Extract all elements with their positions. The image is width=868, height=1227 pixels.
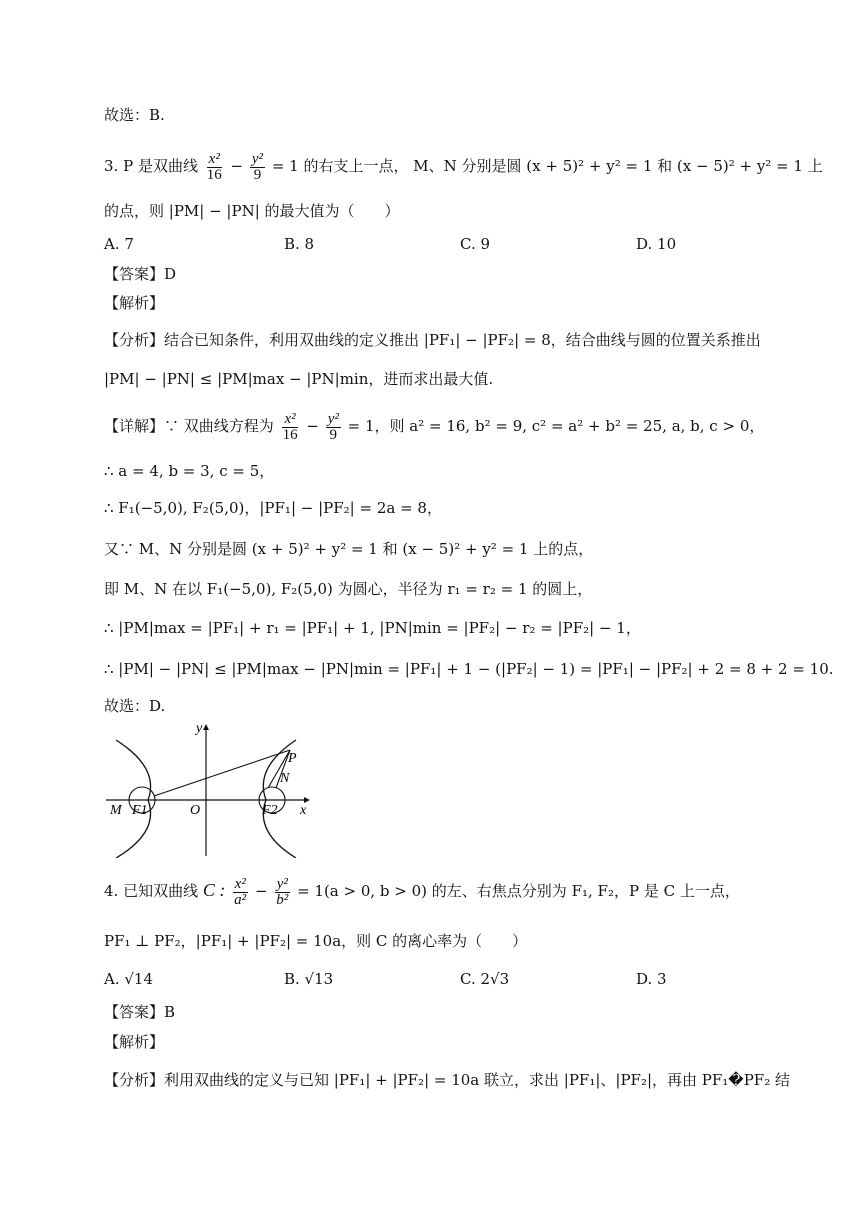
q4-stem-2: PF₁ ⊥ PF₂，|PF₁| + |PF₂| = 10a，则 C 的离心率为（ ）	[104, 932, 528, 950]
hyperbola-figure	[104, 718, 316, 858]
q3-detail-4: 又∵ M、N 分别是圆 (x + 5)² + y² = 1 和 (x − 5)² + y² = 1 上的点，	[104, 540, 594, 558]
q3-detail-6: ∴ |PM|max = |PF₁| + r₁ = |PF₁| + 1, |PN|min = |PF₂| − r₂ = |PF₂| − 1，	[104, 619, 641, 637]
label-f2: F2	[262, 803, 278, 818]
q4-frac-y	[274, 877, 290, 908]
q3-detail-1: 【详解】∵ 双曲线方程为 $\frac{\text{x²}}{16}$ − $\frac{\text{y²}}{9}$ = 1，则 a² = 16, b² = 9, c² = a² + b² = 25, a, b, c > 0，	[104, 410, 765, 443]
q3-option-b: B. 8	[284, 235, 315, 253]
q4-stem-1c: = 1(a > 0, b > 0) 的左、右焦点分别为 F₁, F₂，P 是 C 上一点，	[297, 882, 740, 900]
q4-analysis-head: 【解析】	[104, 1033, 165, 1051]
q3-option-d: D. 10	[636, 235, 677, 253]
q4-frac-y-num: y²	[276, 875, 288, 892]
prev-answer-line: 故选：B.	[104, 106, 165, 124]
y-axis-arrow	[203, 724, 209, 730]
q4-frac-x	[232, 877, 248, 908]
q3-option-a: A. 7	[104, 235, 134, 253]
q3-detail-frac-y-num: y²	[327, 410, 339, 427]
q4-frac-x-num: x²	[234, 875, 246, 892]
q3-eq-tail: = 1	[271, 157, 299, 175]
q3-detail-frac-y-den: 9	[329, 426, 338, 443]
q4-option-c: C. 2√3	[460, 970, 510, 988]
q3-stem: 3. P 是双曲线 $\frac{\text{x²}}{16}$ − $\frac{\text{y²}}{9}$ = 1 的右支上一点， M、N 分别是圆 (x + 5)² + y² = 1 和 (x − 5)² + y² = 1 上	[104, 150, 823, 183]
q3-frac-x-den: 16	[206, 166, 222, 183]
q3-detail-frac-x-den: 16	[282, 426, 298, 443]
q3-circles: M、N 分别是圆 (x + 5)² + y² = 1 和 (x − 5)² + y² = 1 上	[413, 157, 823, 175]
q4-option-b: B. √13	[284, 970, 334, 988]
q4-option-a: A. √14	[104, 970, 154, 988]
q3-option-c: C. 9	[460, 235, 491, 253]
q4-stem-1b: C :	[202, 880, 226, 900]
q3-detail-5: 即 M、N 在以 F₁(−5,0), F₂(5,0) 为圆心，半径为 r₁ = r₂ = 1 的圆上，	[104, 580, 593, 598]
q3-stem-line2: 的点，则 |PM| − |PN| 的最大值为（ ）	[104, 202, 400, 220]
left-branch	[116, 740, 151, 858]
q3-detail-frac-x-num: x²	[284, 410, 296, 427]
label-x: x	[300, 803, 307, 818]
q4-analysis-1: 【分析】利用双曲线的定义与已知 |PF₁| + |PF₂| = 10a 联立，求出 |PF₁|、|PF₂|，再由 PF₁�PF₂ 结	[104, 1071, 790, 1089]
q3-frac-x	[205, 152, 224, 183]
q3-answer: 【答案】D	[104, 265, 177, 283]
q3-analysis-head: 【解析】	[104, 294, 165, 312]
q3-detail-1-tail: = 1，则 a² = 16, b² = 9, c² = a² + b² = 25, a, b, c > 0，	[347, 417, 765, 435]
q3-frac-y-den: 9	[253, 166, 262, 183]
q3-detail-3: ∴ F₁(−5,0), F₂(5,0)，|PF₁| − |PF₂| = 2a = 8，	[104, 499, 442, 517]
label-y: y	[196, 721, 203, 736]
q3-stem-mid: 的右支上一点，	[303, 157, 409, 175]
q3-detail-7: ∴ |PM| − |PN| ≤ |PM|max − |PN|min = |PF₁| + 1 − (|PF₂| − 1) = |PF₁| − |PF₂| + 2 = 8 + 2 = 10.	[104, 660, 834, 678]
segment-pm	[154, 750, 290, 796]
q3-stem-pre: 3. P 是双曲线	[104, 157, 198, 175]
q3-frac-y-num: y²	[251, 150, 264, 167]
q3-detail-frac-x	[281, 412, 300, 443]
q4-stem-1: 4. 已知双曲线 C : $\frac{\text{x²}}{\text{a²}}$ − $\frac{\text{y²}}{\text{b²}}$ = 1(a > 0, b > 0) 的左、右焦点分别为 F₁, F₂，P 是 C 上一点，	[104, 875, 740, 908]
q3-detail-frac-y	[326, 412, 341, 443]
q3-frac-y	[250, 152, 265, 183]
label-n: N	[280, 771, 290, 786]
q4-stem-1a: 4. 已知双曲线	[104, 882, 199, 900]
q3-analysis-1: 【分析】结合已知条件，利用双曲线的定义推出 |PF₁| − |PF₂| = 8，结合曲线与圆的位置关系推出	[104, 331, 761, 349]
q4-answer: 【答案】B	[104, 1003, 176, 1021]
label-p: P	[288, 751, 297, 766]
label-o: O	[190, 803, 201, 818]
q3-final: 故选：D.	[104, 697, 166, 715]
hyperbola-diagram	[104, 718, 316, 858]
q3-frac-x-num: x²	[208, 150, 220, 167]
q3-analysis-2: |PM| − |PN| ≤ |PM|max − |PN|min，进而求出最大值.	[104, 370, 494, 388]
q4-frac-x-den: a²	[234, 891, 247, 908]
label-f1: F1	[132, 803, 148, 818]
q3-detail-2: ∴ a = 4, b = 3, c = 5，	[104, 462, 275, 480]
q4-option-d: D. 3	[636, 970, 667, 988]
label-m: M	[110, 803, 122, 818]
q4-frac-y-den: b²	[276, 891, 289, 908]
q3-detail-1-lead: 【详解】∵ 双曲线方程为	[104, 417, 274, 435]
